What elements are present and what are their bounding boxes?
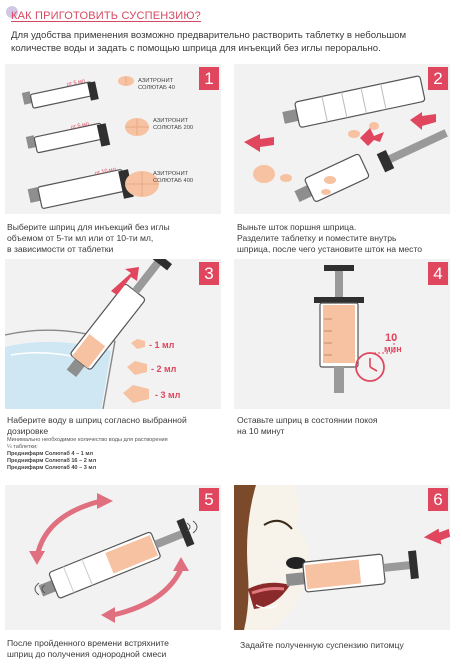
step-5-illustration [5,485,221,630]
step-2-panel [234,64,450,214]
step-1-caption-line-3: в зависимости от таблетки [7,244,114,254]
arrow-left-push-icon [423,527,450,547]
step-4-caption-line-1: Оставьте шприц в состоянии покоя [237,415,378,425]
step-2-number: 2 [428,67,448,90]
step-6-panel [234,485,450,630]
step-4-illustration [234,259,450,409]
timer-unit: мин [384,344,402,354]
label-1-line2: СОЛЮТАБ 40 [138,85,175,91]
dose-2: Преднифарм Солютаб 16 – 2 мл [7,458,97,464]
step-2-caption-line-3: шприца, после чего установите шток на место [237,244,423,254]
arrow-down-icon [360,128,384,146]
step-4-caption-line-2: на 10 минут [237,426,285,436]
step-5-caption-line-2: шприц до получения однородной смеси [7,649,167,659]
step-2-caption-line-1: Выньте шток поршня шприца. [237,222,357,232]
step-1-illustration [5,64,221,214]
syringe-top [281,76,425,131]
step-6-caption-line-1: Задайте полученную суспензию питомцу [240,640,404,650]
step-2-caption-line-2: Разделите таблетку и поместите внутрь [237,233,397,243]
step-3-illustration [5,259,221,409]
dose-1: Преднифарм Солютаб 4 – 1 мл [7,451,94,457]
tablet-piece-4 [324,176,336,184]
dose-3: Преднифарм Солютаб 40 – 3 мл [7,465,97,471]
step-1-caption [7,222,170,255]
syringe-mark-2: от 5 мл [70,121,90,131]
step-6-caption [240,640,404,651]
step-3-caption-line-1: Наберите воду в шприц согласно выбранной [7,415,187,425]
step-4-panel [234,259,450,409]
dog-head [234,485,310,630]
tablet-piece-5 [321,189,331,195]
step-3-number: 3 [199,262,219,285]
tablet-piece-2 [348,130,360,138]
shake-arrow-bottom [113,569,181,615]
volume-shape-1 [131,339,145,349]
arrow-left-icon [244,134,274,152]
syringe-large [28,166,134,208]
step-1-number: 1 [199,67,219,90]
page-title: КАК ПРИГОТОВИТЬ СУСПЕНЗИЮ? [11,10,201,22]
step-3-note-line-1: Минимально необходимое количество воды для растворения [7,437,168,443]
syringe-small-1 [22,81,99,108]
intro-text: Для удобства применения возможно предварительно растворить таблетку в небольшом количестве воды и задать с помощью шприца для инъекций без иглы перорально. [11,30,407,54]
tablet-half [253,165,275,183]
syringe-mark-3: от 10 мл [94,166,117,177]
shake-arrow-top [37,501,101,557]
plunger [377,124,450,173]
arrow-right-in-icon [410,112,436,130]
label-3-line1: АЗИТРОНИТ [153,171,189,177]
step-4-number: 4 [428,262,448,285]
step-3-caption-line-2: дозировке [7,426,49,436]
volume-label-3: - 3 мл [155,390,181,400]
timer-value: 10 [385,332,398,344]
label-1-line1: АЗИТРОНИТ [138,78,174,84]
volume-shape-3 [123,385,149,403]
step-3-note-line-2: ¼ таблетки: [7,444,38,450]
label-2-line1: АЗИТРОНИТ [153,118,189,124]
label-3-line2: СОЛЮТАБ 400 [153,178,194,184]
volume-label-1: - 1 мл [149,340,175,350]
tablet-piece-3 [369,122,379,130]
step-3-panel [5,259,221,409]
syringe-drawing [61,259,173,381]
step-5-panel [5,485,221,630]
step-4-caption [237,415,378,437]
step-1-panel [5,64,221,214]
step-5-caption-line-1: После пройденного времени встряхните [7,638,169,648]
syringe-small-2 [26,123,110,153]
step-6-number: 6 [428,488,448,511]
step-2-caption [237,222,422,255]
syringe-mark-1: от 5 мл [66,78,86,88]
volume-shape-2 [127,361,147,375]
label-2-line2: СОЛЮТАБ 200 [153,125,194,131]
step-1-caption-line-2: объемом от 5-ти мл или от 10-ти мл, [7,233,154,243]
syringe-standing [314,265,364,393]
step-3-caption [7,415,187,437]
volume-label-2: - 2 мл [151,364,177,374]
step-5-caption [7,638,169,660]
step-3-note [7,437,168,472]
step-6-illustration [234,485,450,630]
syringe-shaking [36,518,195,604]
tablet-piece-1 [280,174,292,182]
step-1-caption-line-1: Выберите шприц для инъекций без иглы [7,222,170,232]
step-5-number: 5 [199,488,219,511]
step-2-illustration [234,64,450,214]
